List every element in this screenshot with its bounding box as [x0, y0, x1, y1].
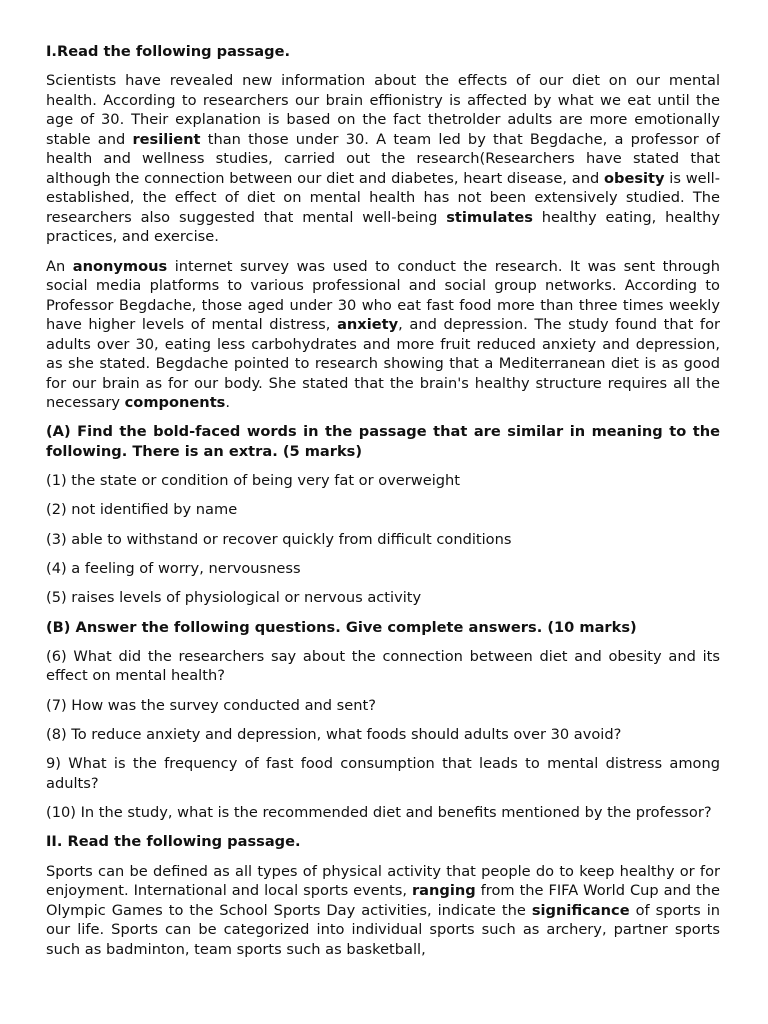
bold-word-components: components: [124, 394, 226, 412]
part-a-heading: (A) Find the bold-faced words in the passage that are similar in meaning to the following. There is an extra. (5 marks): [46, 423, 720, 460]
part-b-question: (8) To reduce anxiety and depression, what foods should adults over 30 avoid?: [46, 726, 622, 744]
bold-word-significance: significance: [531, 901, 630, 919]
part-a-item: (3) able to withstand or recover quickly from difficult conditions: [46, 530, 512, 548]
part-b-question: (10) In the study, what is the recommended diet and benefits mentioned by the professor?: [46, 804, 712, 822]
worksheet-page: [46, 42, 720, 969]
part-b-question: 9) What is the frequency of fast food consumption that leads to mental distress among adults?: [46, 755, 720, 792]
bold-word-obesity: obesity: [603, 169, 665, 187]
part-a-item: (2) not identified by name: [46, 501, 238, 519]
section2-paragraph-1: Sports can be defined as all types of physical activity that people do to keep healthy or for enjoyment. International and local sports events, ranging from the FIFA World Cup and the Olympic Games to the School Sports Day activities, indicate the significance of sports in our life. Sports can be categorized into individual sports such as archery, partner sports such as badminton, team sports such as basketball,: [46, 862, 720, 958]
bold-word-anonymous: anonymous: [72, 257, 168, 275]
bold-word-anxiety: anxiety: [337, 316, 399, 334]
part-a-item: (4) a feeling of worry, nervousness: [46, 560, 301, 578]
part-b-heading: (B) Answer the following questions. Give complete answers. (10 marks): [46, 618, 637, 636]
bold-word-ranging: ranging: [411, 882, 476, 900]
part-a-item: (5) raises levels of physiological or nervous activity: [46, 589, 422, 607]
part-b-question: (6) What did the researchers say about the connection between diet and obesity and its effect on mental health?: [46, 647, 720, 685]
part-b-question: (7) How was the survey conducted and sent?: [46, 696, 376, 714]
bold-word-stimulates: stimulates: [446, 208, 533, 226]
bold-word-resilient: resilient: [132, 130, 201, 148]
section1-heading: I.Read the following passage.: [46, 43, 291, 60]
section2-heading: II. Read the following passage.: [46, 833, 301, 851]
section1-paragraph-2: An anonymous internet survey was used to conduct the research. It was sent through social media platforms to various professional and social group networks. According to Professor Begdache, those aged under 30 who eat fast food more than three times weekly have higher levels of mental distress, anxiety, and depression. The study found that for adults over 30, eating less carbohydrates and more fruit reduced anxiety and depression, as she stated. Begdache pointed to research showing that a Mediterranean diet is as good for our brain as for our body. She stated that the brain's healthy structure requires all the necessary components.: [46, 257, 720, 412]
part-a-item: (1) the state or condition of being very fat or overweight: [46, 472, 460, 490]
section1-paragraph-1: Scientists have revealed new information about the effects of our diet on our mental health. According to researchers our brain effionistry is affected by what we eat until the age of 30. Their explanation is based on the fact thetrolder adults are more emotionally stable and resilient than those under 30. A team led by that Begdache, a professor of health and wellness studies, carried out the research(Researchers have stated that although the connection between our diet and diabetes, heart disease, and obesity is well-established, the effect of diet on mental health has not been extensively studied. The researchers also suggested that mental well-being stimulates healthy eating, healthy practices, and exercise.: [46, 72, 721, 246]
